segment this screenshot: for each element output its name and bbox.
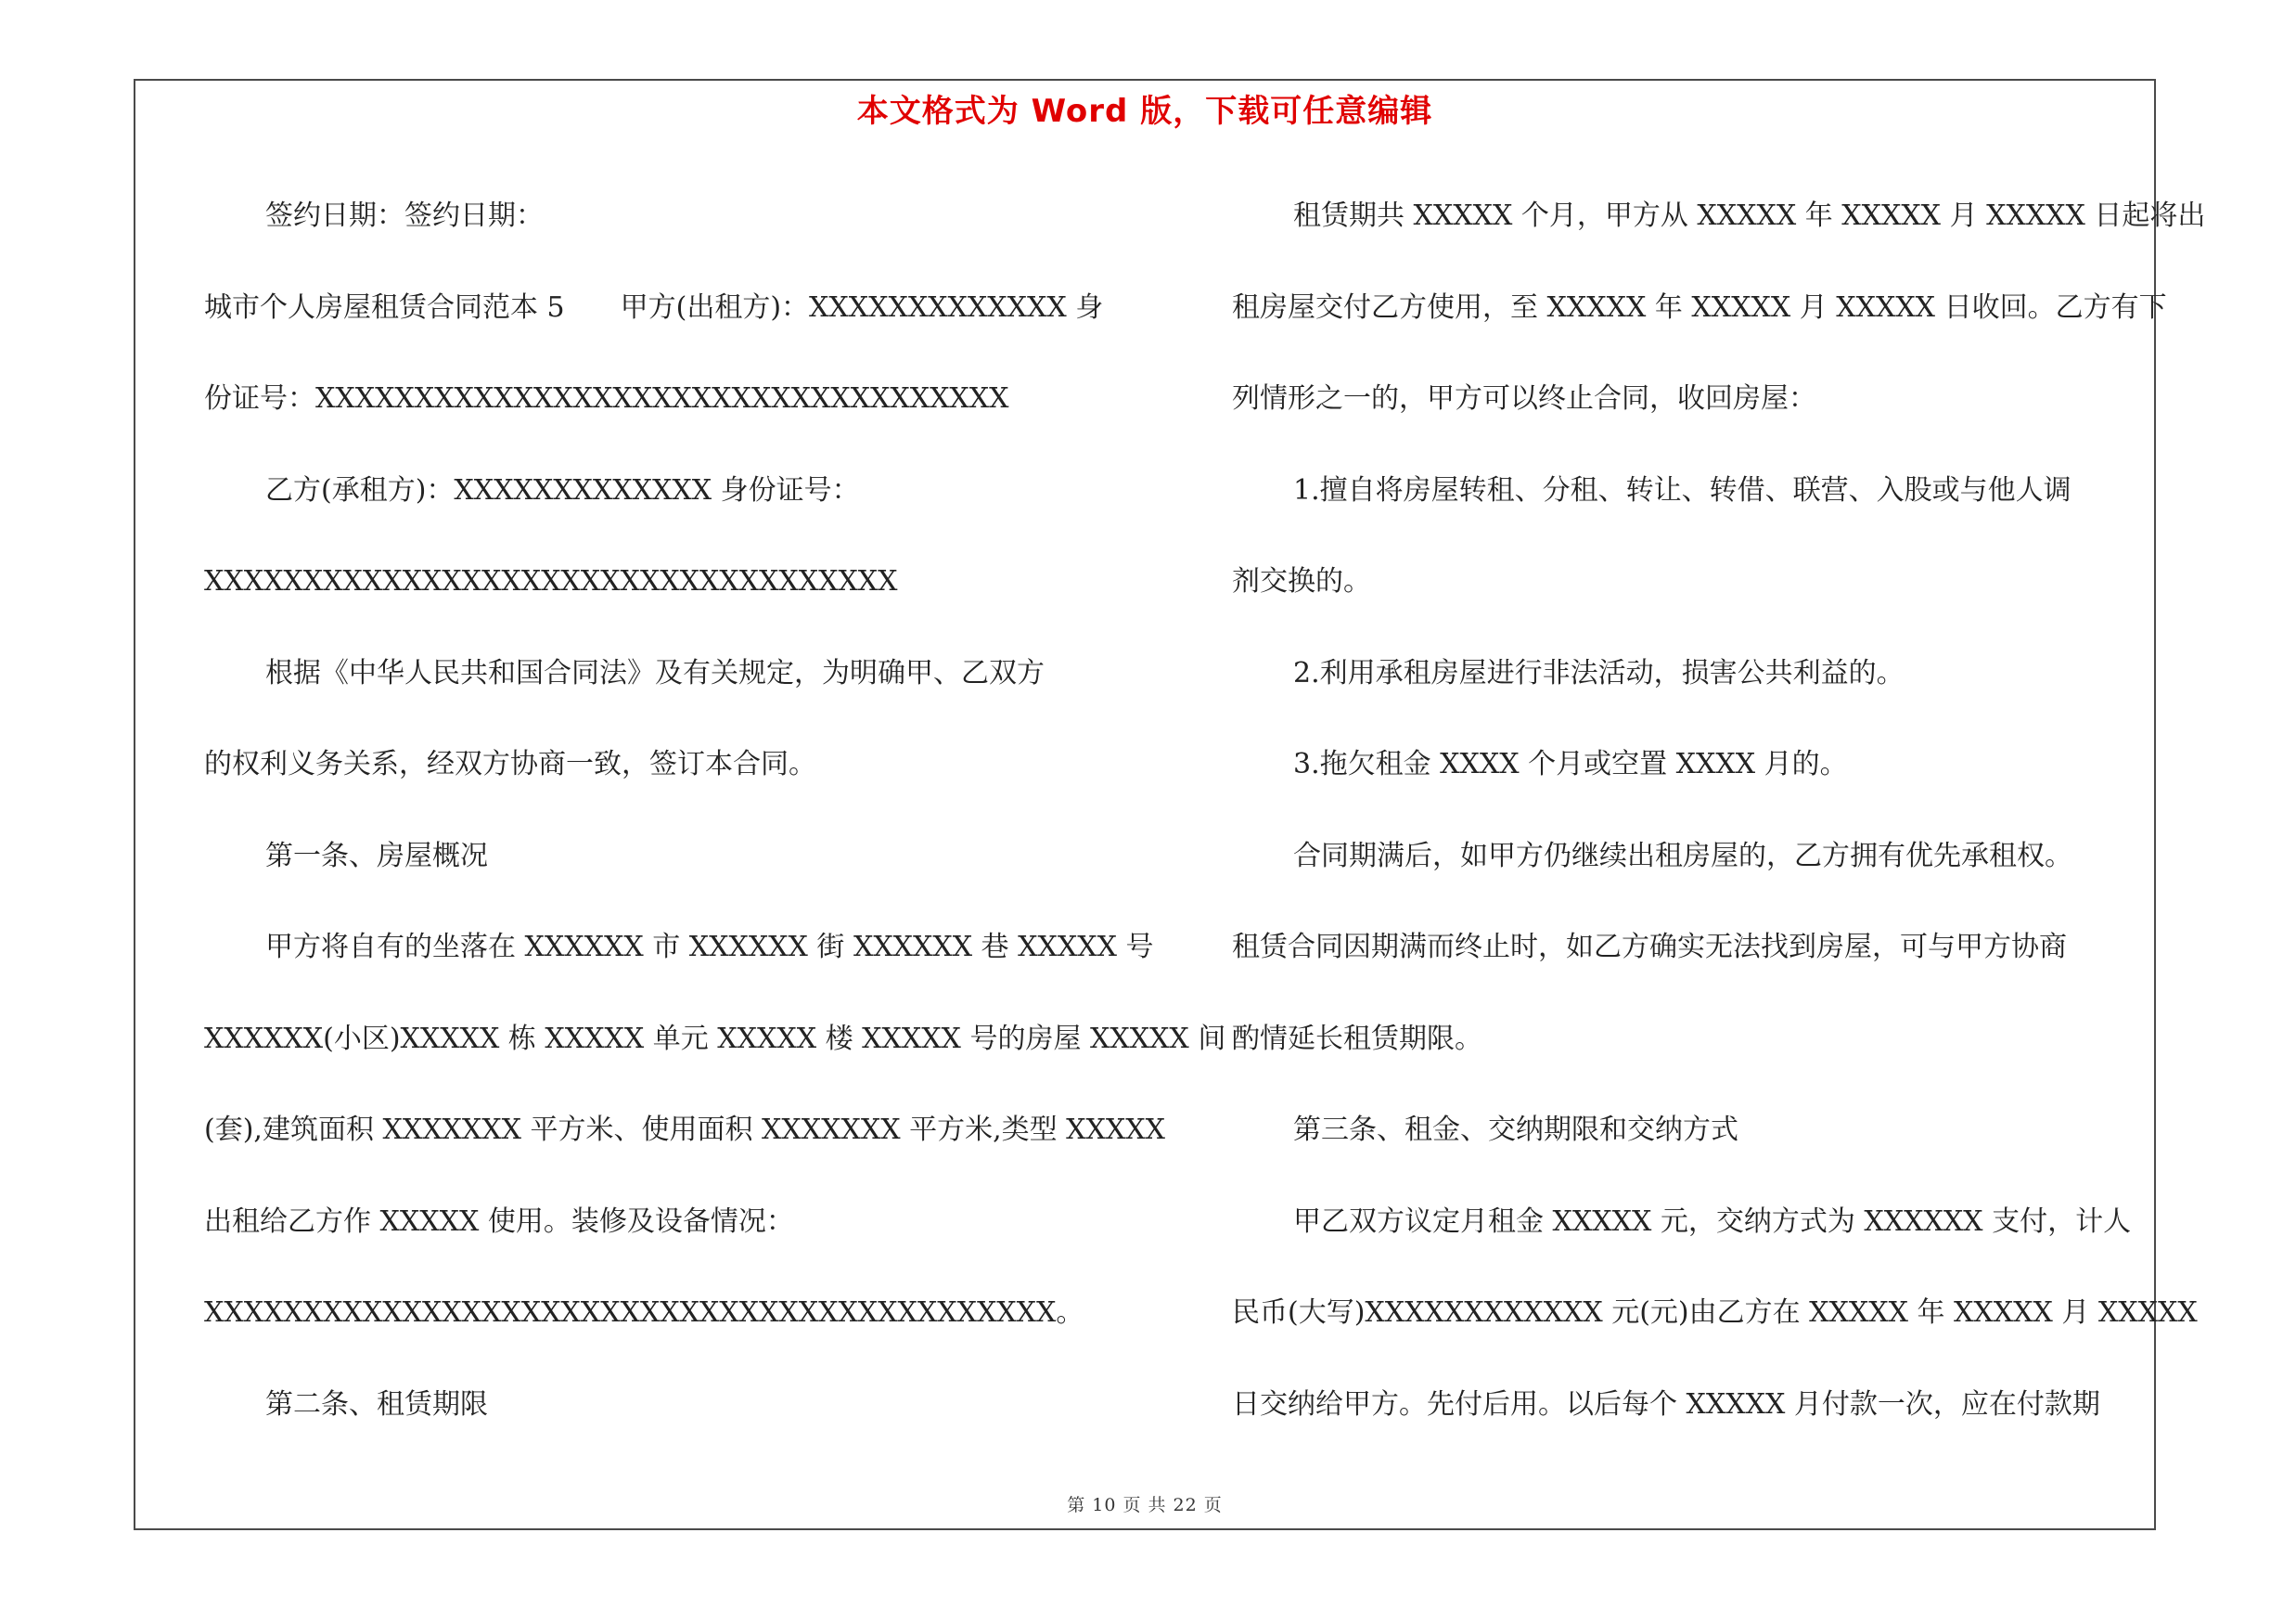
right-paragraph-line: 租赁合同因期满而终止时，如乙方确实无法找到房屋，可与甲方协商	[1232, 931, 2067, 963]
left-paragraph-line: 签约日期：签约日期：	[265, 200, 544, 232]
right-paragraph-line: 民币(大写)XXXXXXXXXXXX 元(元)由乙方在 XXXXX 年 XXXXX 月 XXXXX	[1232, 1296, 2198, 1329]
right-paragraph-line: 2.利用承租房屋进行非法活动，损害公共利益的。	[1293, 656, 1905, 689]
right-paragraph-line: 列情形之一的，甲方可以终止合同，收回房屋：	[1232, 382, 1816, 415]
right-paragraph-line: 剂交换的。	[1232, 565, 1371, 598]
right-paragraph-line: 酌情延长租赁期限。	[1232, 1022, 1482, 1055]
left-paragraph-line: XXXXXXXXXXXXXXXXXXXXXXXXXXXXXXXXXXXXXXXXXXX。	[204, 1296, 1084, 1329]
right-paragraph-line: 合同期满后，如甲方仍继续出租房屋的，乙方拥有优先承租权。	[1293, 839, 2072, 872]
left-paragraph-line: 根据《中华人民共和国合同法》及有关规定，为明确甲、乙双方	[265, 656, 1045, 689]
left-paragraph-line: 的权利义务关系，经双方协商一致，签订本合同。	[204, 748, 816, 780]
right-paragraph-line: 租房屋交付乙方使用，至 XXXXX 年 XXXXX 月 XXXXX 日收回。乙方有下	[1232, 290, 2167, 324]
right-paragraph-line: 日交纳给甲方。先付后用。以后每个 XXXXX 月付款一次，应在付款期	[1232, 1387, 2100, 1421]
left-paragraph-line: 第一条、房屋概况	[265, 839, 488, 872]
right-paragraph-line: 3.拖欠租金 XXXX 个月或空置 XXXX 月的。	[1293, 748, 1848, 780]
left-paragraph-line: XXXXXXXXXXXXXXXXXXXXXXXXXXXXXXXXXXX	[204, 565, 898, 598]
left-paragraph-line: (套),建筑面积 XXXXXXX 平方米、使用面积 XXXXXXX 平方米,类型 XXXXX	[204, 1114, 1165, 1146]
right-paragraph-line: 租赁期共 XXXXX 个月，甲方从 XXXXX 年 XXXXX 月 XXXXX 日起将出	[1293, 200, 2206, 232]
left-paragraph-line: 出租给乙方作 XXXXX 使用。装修及设备情况：	[204, 1204, 794, 1238]
left-paragraph-line: 城市个人房屋租赁合同范本 5 甲方(出租方)：XXXXXXXXXXXXX 身	[204, 290, 1104, 324]
left-paragraph-line: 甲方将自有的坐落在 XXXXXX 市 XXXXXX 街 XXXXXX 巷 XXXXX 号	[265, 931, 1154, 963]
left-paragraph-line: 乙方(承租方)：XXXXXXXXXXXXX 身份证号：	[265, 473, 860, 507]
page-number-footer: 第 10 页 共 22 页	[1067, 1495, 1223, 1515]
right-paragraph-line: 甲乙双方议定月租金 XXXXX 元，交纳方式为 XXXXXX 支付，计人	[1293, 1204, 2132, 1238]
document-page	[134, 79, 2206, 1530]
left-paragraph-line: 第二条、租赁期限	[265, 1387, 488, 1421]
left-paragraph-line: 份证号：XXXXXXXXXXXXXXXXXXXXXXXXXXXXXXXXXXX	[204, 382, 1009, 415]
left-paragraph-line: XXXXXX(小区)XXXXX 栋 XXXXX 单元 XXXXX 楼 XXXXX 号的房屋 XXXXX 间	[204, 1022, 1226, 1055]
document-header-banner: 本文格式为 Word 版，下载可任意编辑	[856, 93, 1433, 130]
right-paragraph-line: 1.擅自将房屋转租、分租、转让、转借、联营、入股或与他人调	[1293, 473, 2072, 507]
right-paragraph-line: 第三条、租金、交纳期限和交纳方式	[1293, 1114, 1738, 1146]
